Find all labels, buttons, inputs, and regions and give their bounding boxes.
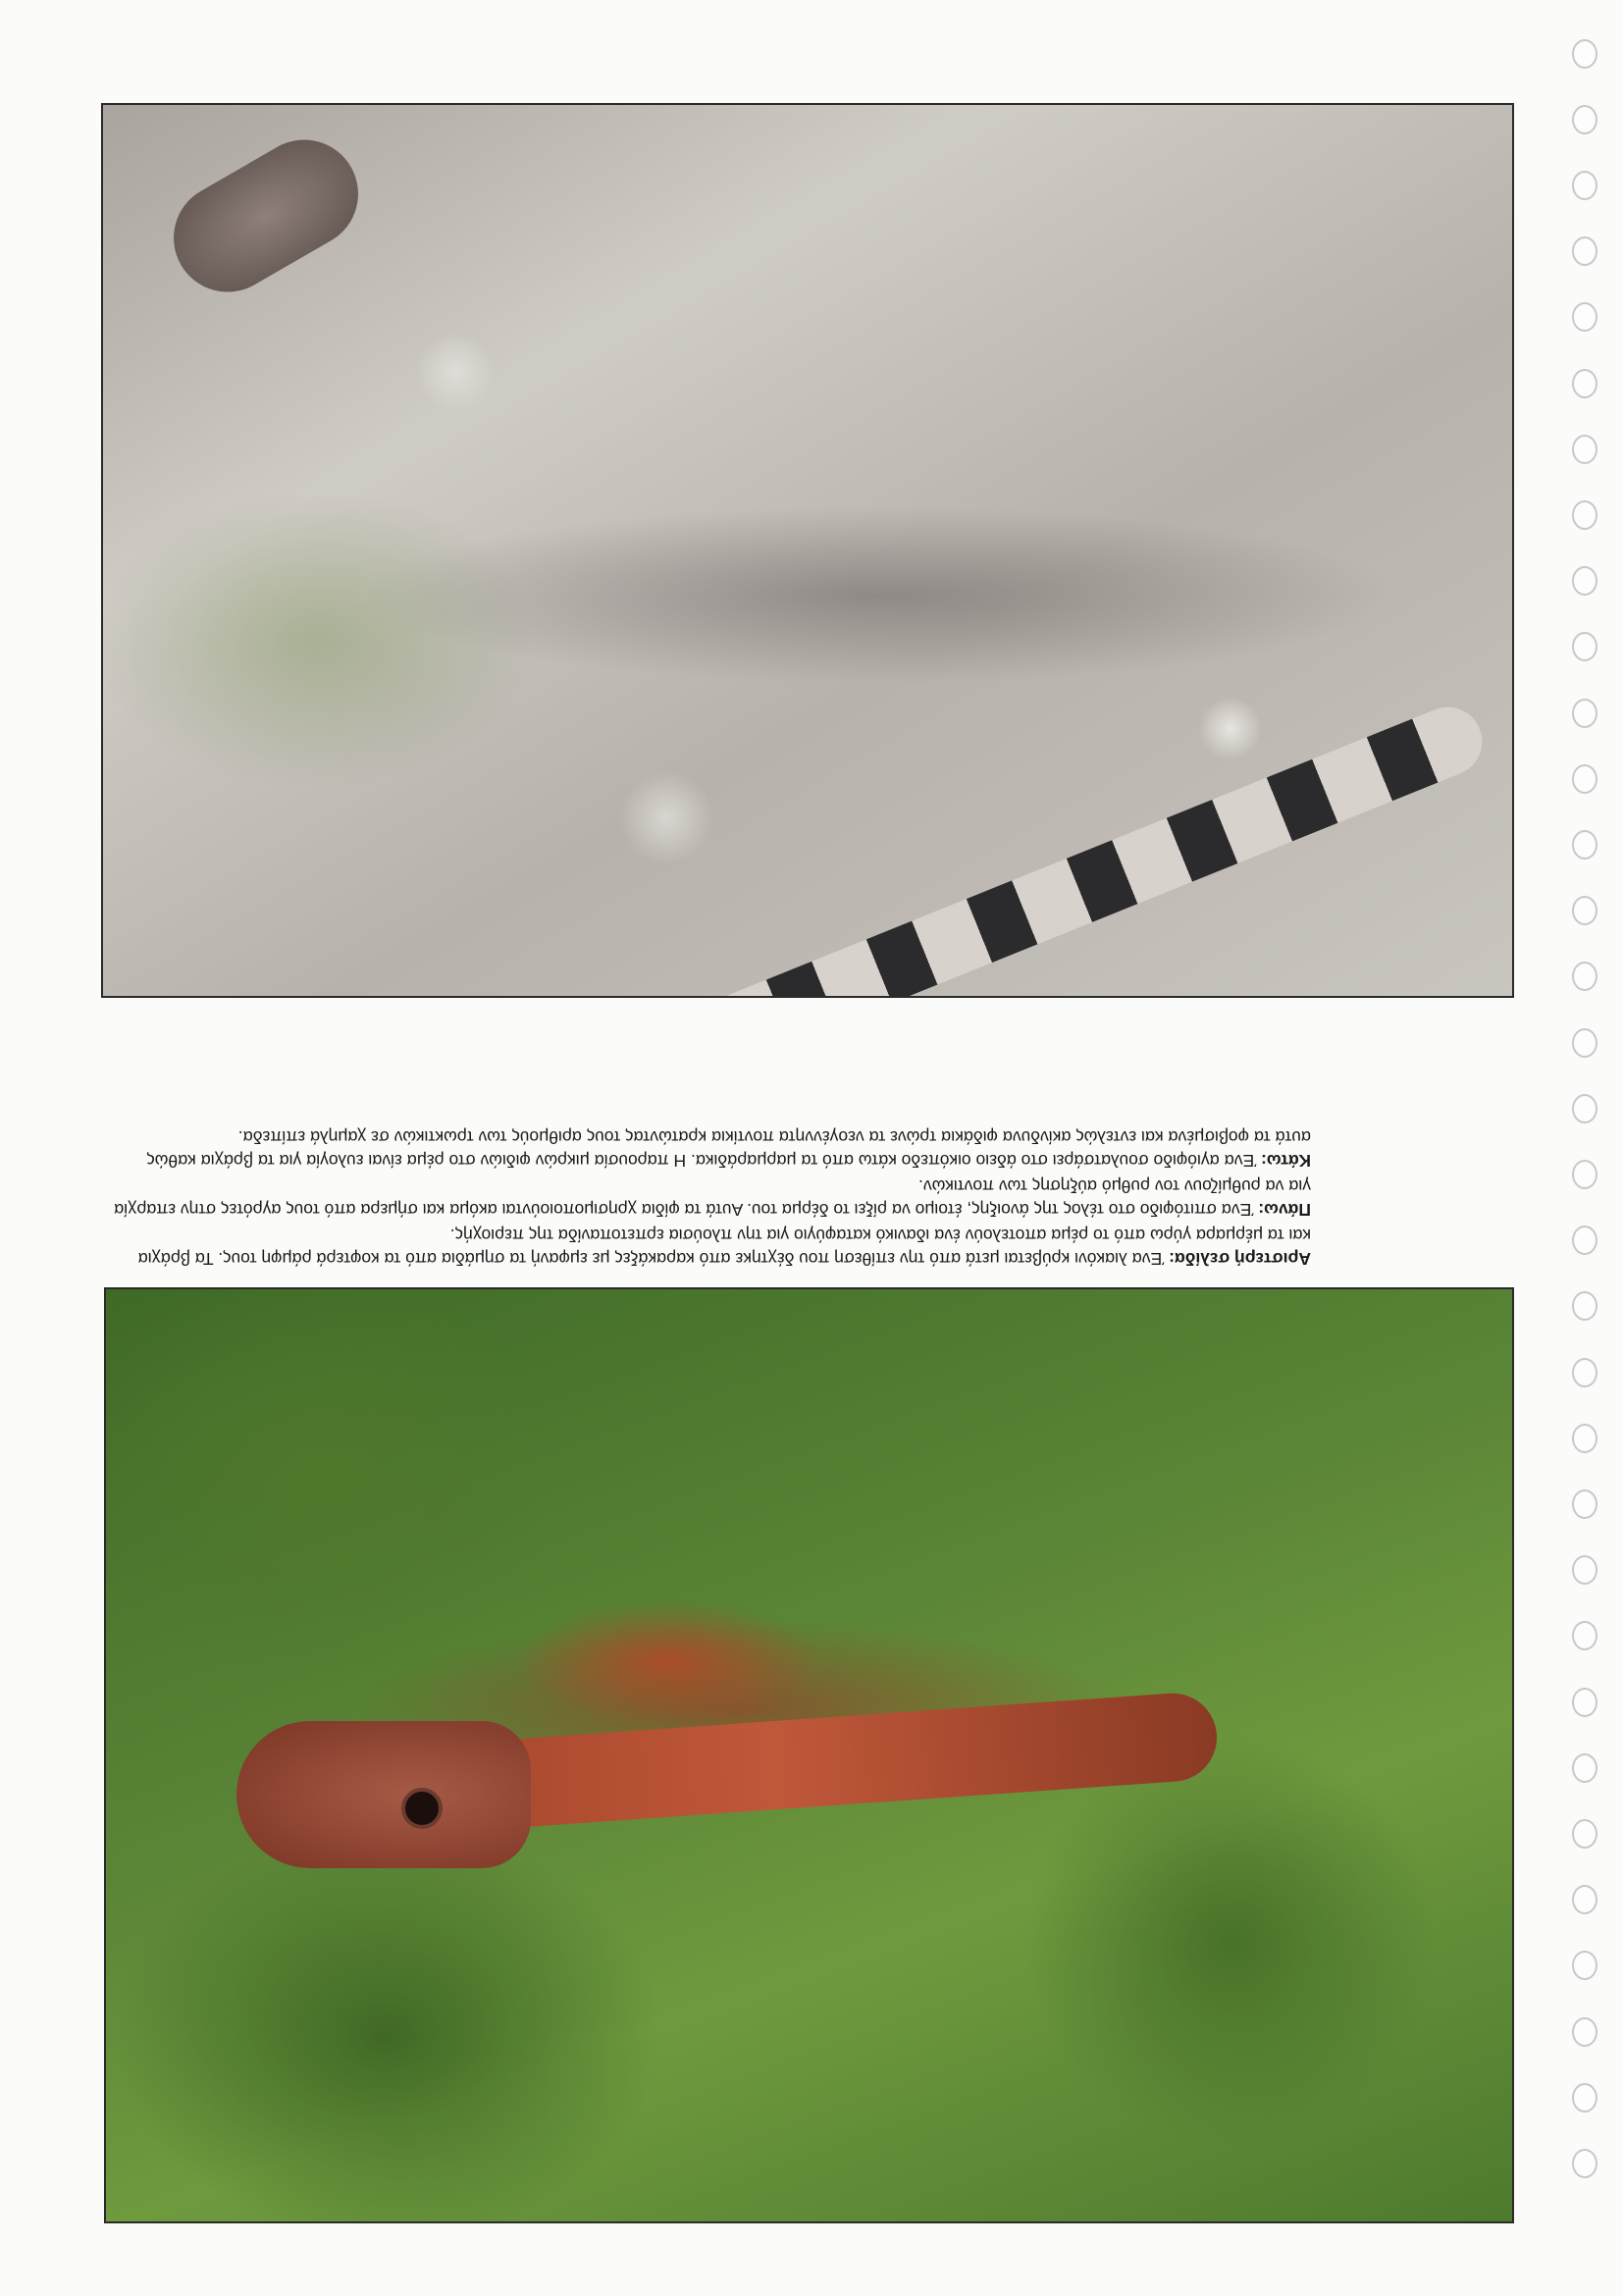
binder-hole bbox=[1572, 1358, 1597, 1387]
binder-hole bbox=[1572, 2083, 1597, 2113]
binder-hole bbox=[1572, 1489, 1597, 1519]
binder-hole bbox=[1572, 2149, 1597, 2178]
binder-holes bbox=[1564, 20, 1603, 2178]
binder-hole bbox=[1572, 1753, 1597, 1783]
caption-left-text: Ένα λιακόνι κρύβεται μετά από την επίθεση που δέχτηκε από καρακάξες με εμφανή τα σημάδια από τα κοφτερά ράμφη τους. Τα βράχια και τα μέρμαρα γύρω από το ρέμα αποτελούν ένα ιδανικό καταφύγιο για την πλούσια ερπετοπανίδα της περιοχής. bbox=[137, 1226, 1311, 1269]
binder-hole bbox=[1572, 500, 1597, 530]
binder-hole bbox=[1572, 632, 1597, 661]
caption-left-label: Αριστερή σελίδα: bbox=[1169, 1249, 1311, 1269]
photo-spotted-snake bbox=[101, 103, 1514, 998]
binder-hole bbox=[1572, 236, 1597, 266]
binder-hole bbox=[1572, 1621, 1597, 1650]
binder-hole bbox=[1572, 1094, 1597, 1123]
binder-hole bbox=[1572, 171, 1597, 200]
snake-head-shape bbox=[236, 1721, 531, 1868]
binder-hole bbox=[1572, 1160, 1597, 1189]
binder-hole bbox=[1572, 1688, 1597, 1717]
binder-hole bbox=[1572, 1555, 1597, 1585]
binder-hole bbox=[1572, 699, 1597, 728]
binder-hole bbox=[1572, 764, 1597, 794]
binder-hole bbox=[1572, 896, 1597, 925]
caption-bottom-text: Ένα αγιόφιδο σουλατσάρει στο άδειο οικόπεδο κάτω από τα μαρμαράδικα. Η παρουσία μικρών φιδιών στο ρέμα είναι ευλογία για τα βράχια καθώς αυτά τα φοβισμένα και εντελώς ακίνδυνα φιδάκια τρώνε τα νεογέννητα ποντίκια κρατώντας τους αριθμούς των τρωκτικών σε χαμηλά επίπεδα. bbox=[146, 1127, 1311, 1171]
caption-top-text: Ένα σπιτόφιδο στο τέλος της άνοιξης, έτοιμο να ρίξει το δέρμα του. Αυτά τα φίδια χρησιμοποιούνται ακόμα και σήμερα από τους αγρότες στην επαρχία για να ρυθμίζουν τον ρυθμό αύξησης των ποντικών. bbox=[114, 1176, 1311, 1220]
binder-hole bbox=[1572, 435, 1597, 464]
caption-bottom-label: Κάτω: bbox=[1261, 1151, 1311, 1171]
binder-hole bbox=[1572, 1951, 1597, 1980]
binder-hole bbox=[1572, 1226, 1597, 1255]
binder-hole bbox=[1572, 302, 1597, 332]
caption-bottom bbox=[112, 1125, 1311, 1173]
binder-hole bbox=[1572, 105, 1597, 134]
binder-hole bbox=[1572, 566, 1597, 596]
snake-eye bbox=[401, 1788, 443, 1829]
binder-hole bbox=[1572, 962, 1597, 991]
binder-hole bbox=[1572, 1424, 1597, 1453]
caption-top bbox=[112, 1174, 1311, 1222]
binder-hole bbox=[1572, 39, 1597, 69]
photo-caption bbox=[112, 1123, 1311, 1271]
binder-hole bbox=[1572, 1885, 1597, 1914]
snake-body-shape bbox=[330, 697, 1492, 998]
binder-hole bbox=[1572, 1819, 1597, 1849]
caption-top-label: Πάνω: bbox=[1258, 1200, 1311, 1220]
binder-hole bbox=[1572, 1028, 1597, 1058]
caption-left-page bbox=[112, 1224, 1311, 1271]
binder-hole bbox=[1572, 830, 1597, 860]
snake-head-shape bbox=[154, 120, 378, 311]
binder-hole bbox=[1572, 1291, 1597, 1321]
photo-red-snake bbox=[104, 1287, 1514, 2223]
binder-hole bbox=[1572, 2017, 1597, 2047]
binder-hole bbox=[1572, 369, 1597, 398]
